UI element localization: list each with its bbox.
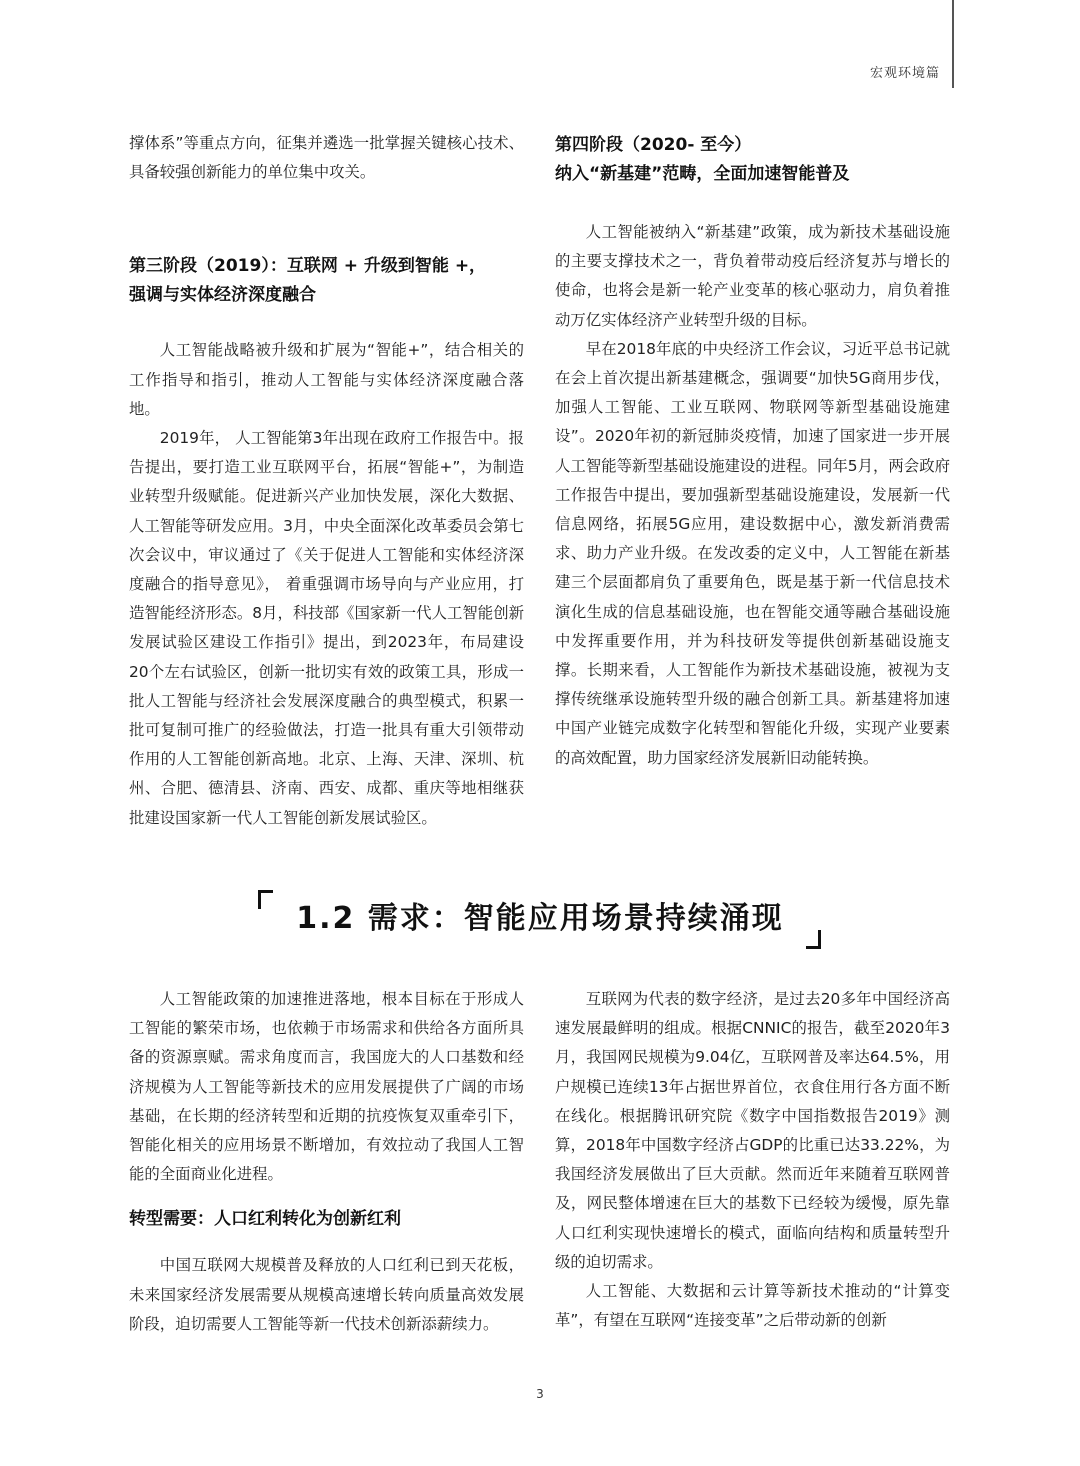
continued-paragraph: 撑体系”等重点方向，征集并遴选一批掌握关键核心技术、具备较强创新能力的单位集中攻关。	[129, 134, 524, 182]
stage-four-heading-line2: 纳入“新基建”范畴，全面加速智能普及	[555, 164, 850, 184]
header-rule	[952, 0, 954, 88]
stage-three-heading	[129, 252, 524, 310]
page-number: 3	[536, 1387, 544, 1401]
stage-three-paragraph-1: 人工智能战略被升级和扩展为“智能+”，结合相关的工作指导和指引，推动人工智能与实体经济深度融合落地。	[129, 341, 524, 418]
stage-four-heading-line1: 第四阶段（2020- 至今）	[555, 135, 752, 155]
stage-three-heading-line2: 强调与实体经济深度融合	[129, 285, 316, 306]
stage-four-paragraph-1: 人工智能被纳入“新基建”政策，成为新技术基础设施的主要支撑技术之一，背负着带动疫后经济复苏与增长的使命，也将会是新一轮产业变革的核心驱动力，肩负着推动万亿实体经济产业转型升级的目标。	[555, 223, 950, 329]
right-column-top	[555, 131, 950, 773]
stage-four-paragraph-2: 早在2018年底的中央经济工作会议，习近平总书记就在会上首次提出新基建概念，强调要“加快5G商用步伐，加强人工智能、工业互联网、物联网等新型基础设施建设”。2020年初的新冠肺炎疫情，加速了国家进一步开展人工智能等新型基础设施建设的进程。同年5月，两会政府工作报告中提出，要加强新型基础设施建设，发展新一代信息网络，拓展5G应用，建设数据中心，激发新消费需求、助力产业升级。在发改委的定义中，人工智能在新基建三个层面都肩负了重要角色，既是基于新一代信息技术演化生成的信息基础设施，也在智能交通等融合基础设施中发挥重要作用，并为科技研发等提供创新基础设施支撑。长期来看，人工智能作为新技术基础设施，被视为支撑传统继承设施转型升级的融合创新工具。新基建将加速中国产业链完成数字化转型和智能化升级，实现产业要素的高效配置，助力国家经济发展新旧动能转换。	[555, 339, 950, 767]
digital-economy-paragraph: 互联网为代表的数字经济，是过去20多年中国经济高速发展最鲜明的组成。根据CNNIC的报告，截至2020年3月，我国网民规模为9.04亿，互联网普及率达64.5%，用户规模已连续13年占据世界首位，衣食住用行各方面不断在线化。根据腾讯研究院《数字中国指数报告2019》测算，2018年中国数字经济占GDP的比重已达33.22%，为我国经济发展做出了巨大贡献。然而近年来随着互联网普及，网民整体增速在巨大的基数下已经较为缓慢，原先靠人口红利实现快速增长的模式，面临向结构和质量转型升级的迫切需求。	[555, 990, 950, 1271]
stage-three-heading-line1: 第三阶段（2019）：互联网 + 升级到智能 +，	[129, 256, 487, 277]
stage-three-paragraph-2: 2019年， 人工智能第3年出现在政府工作报告中。报告提出，要打造工业互联网平台，拓展“智能+”，为制造业转型升级赋能。促进新兴产业加快发展，深化大数据、人工智能等研发应用。3月，中央全面深化改革委员会第七次会议中，审议通过了《关于促进人工智能和实体经济深度融合的指导意见》， 着重强调市场导向与产业应用，打造智能经济形态。8月，科技部《国家新一代人工智能创新发展试验区建设工作指引》提出，到2023年，布局建设20个左右试验区，创新一批切实有效的政策工具，形成一批人工智能与经济社会发展深度融合的典型模式，积累一批可复制可推广的经验做法，打造一批具有重大引领带动作用的人工智能创新高地。北京、上海、天津、深圳、杭州、合肥、德清县、济南、西安、成都、重庆等地相继获批建设国家新一代人工智能创新发展试验区。	[129, 429, 524, 827]
computing-revolution-paragraph: 人工智能、大数据和云计算等新技术推动的“计算变革”，有望在互联网“连接变革”之后带动新的创新	[555, 1282, 950, 1330]
section-title: 1.2 需求：智能应用场景持续涌现	[296, 901, 784, 936]
right-column-bottom	[555, 985, 950, 1335]
transformation-paragraph: 中国互联网大规模普及释放的人口红利已到天花板，未来国家经济发展需要从规模高速增长转向质量高效发展阶段，迫切需要人工智能等新一代技术创新添薪续力。	[129, 1256, 524, 1333]
header-section-label: 宏观环境篇	[869, 66, 940, 81]
left-column-bottom	[129, 985, 524, 1339]
stage-four-heading	[555, 131, 950, 189]
transformation-subheading: 转型需要：人口红利转化为创新红利	[129, 1209, 401, 1230]
left-column-top	[129, 129, 524, 833]
title-bracket-close	[806, 930, 821, 949]
demand-intro-paragraph: 人工智能政策的加速推进落地，根本目标在于形成人工智能的繁荣市场，也依赖于市场需求和供给各方面所具备的资源禀赋。需求角度而言，我国庞大的人口基数和经济规模为人工智能等新技术的应用发展提供了广阔的市场基础，在长期的经济转型和近期的抗疫恢复双重牵引下，智能化相关的应用场景不断增加，有效拉动了我国人工智能的全面商业化进程。	[129, 990, 524, 1184]
